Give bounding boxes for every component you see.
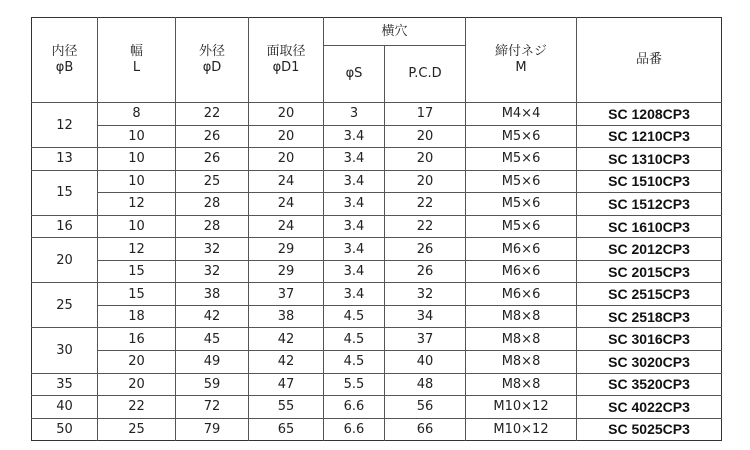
outer-diameter-cell: 79 xyxy=(176,418,249,441)
part-number-cell: SC 2015CP3 xyxy=(577,260,722,283)
bore-cell: 30 xyxy=(32,328,98,373)
chamfer-cell: 24 xyxy=(249,170,324,193)
chamfer-cell: 20 xyxy=(249,103,324,126)
chamfer-cell: 55 xyxy=(249,396,324,419)
screw-cell: M8×8 xyxy=(466,351,577,374)
table-row xyxy=(32,373,722,396)
outer-diameter-cell: 38 xyxy=(176,283,249,306)
phi-s-cell: 3.4 xyxy=(324,260,385,283)
pcd-cell: 20 xyxy=(385,125,466,148)
table-row xyxy=(32,260,722,283)
header-pcd: P.C.D xyxy=(385,46,466,103)
screw-cell: M10×12 xyxy=(466,418,577,441)
outer-diameter-cell: 28 xyxy=(176,215,249,238)
screw-cell: M4×4 xyxy=(466,103,577,126)
header-bore xyxy=(32,18,98,103)
width-cell: 12 xyxy=(98,238,176,261)
chamfer-cell: 24 xyxy=(249,215,324,238)
header-chamfer-sym: φD1 xyxy=(272,60,300,75)
phi-s-cell: 3 xyxy=(324,103,385,126)
width-cell: 8 xyxy=(98,103,176,126)
chamfer-cell: 20 xyxy=(249,148,324,171)
part-number-cell: SC 1310CP3 xyxy=(577,148,722,171)
pcd-cell: 26 xyxy=(385,238,466,261)
spec-table xyxy=(31,17,722,441)
phi-s-cell: 6.6 xyxy=(324,396,385,419)
outer-diameter-cell: 72 xyxy=(176,396,249,419)
table-row xyxy=(32,238,722,261)
width-cell: 22 xyxy=(98,396,176,419)
width-cell: 15 xyxy=(98,283,176,306)
part-number-cell: SC 5025CP3 xyxy=(577,418,722,441)
width-cell: 12 xyxy=(98,193,176,216)
pcd-cell: 20 xyxy=(385,170,466,193)
table-row xyxy=(32,125,722,148)
part-number-cell: SC 2515CP3 xyxy=(577,283,722,306)
phi-s-cell: 4.5 xyxy=(324,305,385,328)
table-row xyxy=(32,215,722,238)
part-number-cell: SC 3016CP3 xyxy=(577,328,722,351)
table-row xyxy=(32,283,722,306)
width-cell: 10 xyxy=(98,125,176,148)
pcd-cell: 32 xyxy=(385,283,466,306)
chamfer-cell: 38 xyxy=(249,305,324,328)
pcd-cell: 22 xyxy=(385,215,466,238)
width-cell: 16 xyxy=(98,328,176,351)
table-row xyxy=(32,148,722,171)
pcd-cell: 34 xyxy=(385,305,466,328)
part-number-cell: SC 3520CP3 xyxy=(577,373,722,396)
pcd-cell: 56 xyxy=(385,396,466,419)
table-header xyxy=(32,18,722,103)
header-od-jp: 外径 xyxy=(198,44,225,59)
phi-s-cell: 3.4 xyxy=(324,283,385,306)
bore-cell: 16 xyxy=(32,215,98,238)
header-chamfer-jp: 面取径 xyxy=(266,44,306,59)
header-width-sym: L xyxy=(132,60,141,75)
chamfer-cell: 29 xyxy=(249,238,324,261)
table-row xyxy=(32,170,722,193)
part-number-cell: SC 3020CP3 xyxy=(577,351,722,374)
chamfer-cell: 42 xyxy=(249,351,324,374)
bore-cell: 25 xyxy=(32,283,98,328)
phi-s-cell: 3.4 xyxy=(324,170,385,193)
header-bore-sym: φB xyxy=(55,60,74,75)
screw-cell: M6×6 xyxy=(466,260,577,283)
header-screw-sym: M xyxy=(515,60,527,75)
header-clamp-screw xyxy=(466,18,577,103)
width-cell: 10 xyxy=(98,148,176,171)
width-cell: 10 xyxy=(98,215,176,238)
bore-cell: 12 xyxy=(32,103,98,148)
outer-diameter-cell: 45 xyxy=(176,328,249,351)
part-number-cell: SC 2012CP3 xyxy=(577,238,722,261)
pcd-cell: 22 xyxy=(385,193,466,216)
part-number-cell: SC 1208CP3 xyxy=(577,103,722,126)
bore-cell: 40 xyxy=(32,396,98,419)
screw-cell: M6×6 xyxy=(466,283,577,306)
bore-cell: 35 xyxy=(32,373,98,396)
part-number-cell: SC 1512CP3 xyxy=(577,193,722,216)
chamfer-cell: 29 xyxy=(249,260,324,283)
table-row xyxy=(32,328,722,351)
outer-diameter-cell: 32 xyxy=(176,238,249,261)
header-screw-jp: 締付ネジ xyxy=(495,44,548,59)
screw-cell: M10×12 xyxy=(466,396,577,419)
phi-s-cell: 3.4 xyxy=(324,125,385,148)
pcd-cell: 40 xyxy=(385,351,466,374)
bore-cell: 15 xyxy=(32,170,98,215)
bore-cell: 13 xyxy=(32,148,98,171)
screw-cell: M6×6 xyxy=(466,238,577,261)
pcd-cell: 48 xyxy=(385,373,466,396)
pcd-cell: 20 xyxy=(385,148,466,171)
header-width-jp: 幅 xyxy=(129,44,143,59)
table-row xyxy=(32,193,722,216)
screw-cell: M5×6 xyxy=(466,215,577,238)
chamfer-cell: 24 xyxy=(249,193,324,216)
phi-s-cell: 3.4 xyxy=(324,238,385,261)
part-number-cell: SC 1210CP3 xyxy=(577,125,722,148)
phi-s-cell: 4.5 xyxy=(324,328,385,351)
part-number-cell: SC 2518CP3 xyxy=(577,305,722,328)
header-cross-hole: 横穴 xyxy=(324,18,466,46)
outer-diameter-cell: 28 xyxy=(176,193,249,216)
table-body xyxy=(32,103,722,441)
table-row xyxy=(32,351,722,374)
header-bore-jp: 内径 xyxy=(51,44,78,59)
outer-diameter-cell: 22 xyxy=(176,103,249,126)
phi-s-cell: 5.5 xyxy=(324,373,385,396)
pcd-cell: 66 xyxy=(385,418,466,441)
header-width xyxy=(98,18,176,103)
outer-diameter-cell: 59 xyxy=(176,373,249,396)
part-number-cell: SC 1610CP3 xyxy=(577,215,722,238)
header-outer-diameter xyxy=(176,18,249,103)
screw-cell: M5×6 xyxy=(466,125,577,148)
pcd-cell: 37 xyxy=(385,328,466,351)
phi-s-cell: 4.5 xyxy=(324,351,385,374)
width-cell: 18 xyxy=(98,305,176,328)
phi-s-cell: 6.6 xyxy=(324,418,385,441)
screw-cell: M5×6 xyxy=(466,148,577,171)
outer-diameter-cell: 42 xyxy=(176,305,249,328)
table-row xyxy=(32,305,722,328)
outer-diameter-cell: 49 xyxy=(176,351,249,374)
phi-s-cell: 3.4 xyxy=(324,193,385,216)
chamfer-cell: 42 xyxy=(249,328,324,351)
outer-diameter-cell: 26 xyxy=(176,148,249,171)
screw-cell: M8×8 xyxy=(466,373,577,396)
phi-s-cell: 3.4 xyxy=(324,148,385,171)
table-row xyxy=(32,418,722,441)
screw-cell: M5×6 xyxy=(466,193,577,216)
table-row xyxy=(32,396,722,419)
pcd-cell: 26 xyxy=(385,260,466,283)
phi-s-cell: 3.4 xyxy=(324,215,385,238)
screw-cell: M8×8 xyxy=(466,328,577,351)
header-phi-s: φS xyxy=(324,46,385,103)
screw-cell: M5×6 xyxy=(466,170,577,193)
pcd-cell: 17 xyxy=(385,103,466,126)
bore-cell: 50 xyxy=(32,418,98,441)
screw-cell: M8×8 xyxy=(466,305,577,328)
bore-cell: 20 xyxy=(32,238,98,283)
outer-diameter-cell: 25 xyxy=(176,170,249,193)
width-cell: 10 xyxy=(98,170,176,193)
chamfer-cell: 65 xyxy=(249,418,324,441)
outer-diameter-cell: 32 xyxy=(176,260,249,283)
part-number-cell: SC 1510CP3 xyxy=(577,170,722,193)
part-number-cell: SC 4022CP3 xyxy=(577,396,722,419)
chamfer-cell: 47 xyxy=(249,373,324,396)
header-part-number: 品番 xyxy=(636,52,663,67)
header-od-sym: φD xyxy=(202,60,222,75)
table-row xyxy=(32,103,722,126)
width-cell: 20 xyxy=(98,351,176,374)
width-cell: 15 xyxy=(98,260,176,283)
chamfer-cell: 37 xyxy=(249,283,324,306)
width-cell: 25 xyxy=(98,418,176,441)
outer-diameter-cell: 26 xyxy=(176,125,249,148)
width-cell: 20 xyxy=(98,373,176,396)
header-chamfer-diameter xyxy=(249,18,324,103)
chamfer-cell: 20 xyxy=(249,125,324,148)
